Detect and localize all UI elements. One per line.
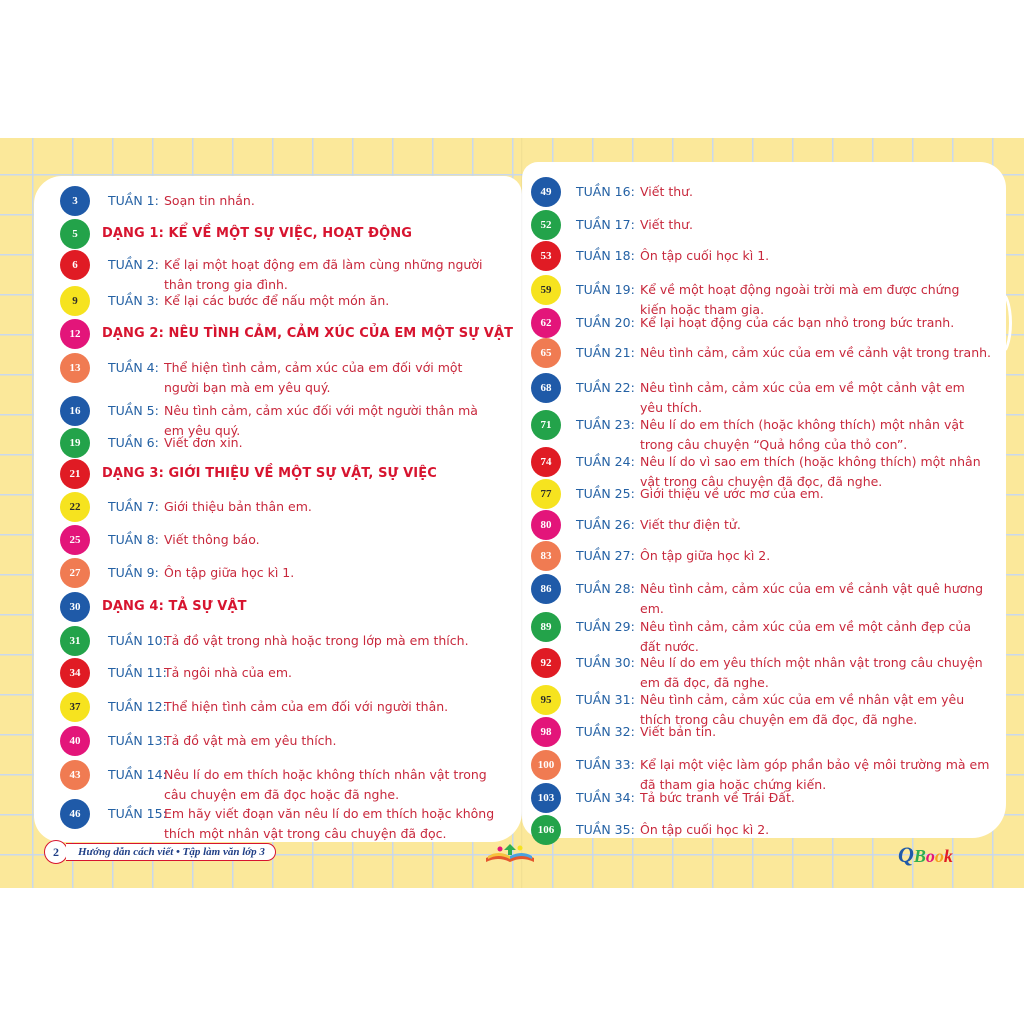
week-label: TUẦN 1: [108,193,159,208]
page-number-badge: 68 [531,373,561,403]
week-label: TUẦN 18: [576,248,635,263]
lesson-description [640,246,769,266]
lesson-description [164,191,255,211]
section-heading: DẠNG 3: GIỚI THIỆU VỀ MỘT SỰ VẬT, SỰ VIỆC [102,466,437,481]
page-number-badge: 43 [60,760,90,790]
page-number-badge: 12 [60,319,90,349]
lesson-description-line: Viết bản tin. [640,724,717,739]
page-number-badge: 34 [60,658,90,688]
week-label: TUẦN 34: [576,790,635,805]
page-number-badge: 80 [531,510,561,540]
page-number-badge: 19 [60,428,90,458]
lesson-description [640,182,693,202]
week-label: TUẦN 20: [576,315,635,330]
lesson-description [164,563,294,583]
lesson-description-line: Ôn tập cuối học kì 2. [640,822,770,837]
section-heading: DẠNG 4: TẢ SỰ VẬT [102,599,247,614]
page-number-badge: 22 [60,492,90,522]
week-label: TUẦN 13: [108,733,167,748]
page-number-badge: 13 [60,353,90,383]
lesson-description [640,313,954,333]
page-number-badge: 92 [531,648,561,678]
lesson-description-line: trong câu chuyện “Quả hồng của thỏ con”. [640,437,908,452]
lesson-description [640,378,965,418]
lesson-description-line: người bạn mà em yêu quý. [164,380,331,395]
page-number: 2 [44,840,68,864]
lesson-description [640,579,983,619]
lesson-description [640,215,693,235]
lesson-description-line: vật trong câu chuyện đã đọc, đã nghe. [640,474,883,489]
lesson-description [640,722,716,742]
page-number-badge: 30 [60,592,90,622]
page-number-badge: 77 [531,479,561,509]
week-label: TUẦN 24: [576,454,635,469]
lesson-description-line: Nêu tình cảm, cảm xúc của em về một cảnh vật em [640,380,965,395]
week-label: TUẦN 22: [576,380,635,395]
page-number-badge: 3 [60,186,90,216]
page-number-badge: 89 [531,612,561,642]
book-title: Hướng dẫn cách viết • Tập làm văn lớp 3 [66,843,276,861]
lesson-description-line: Em hãy viết đoạn văn nêu lí do em thích hoặc không [164,806,495,821]
lesson-description-line: Kể lại các bước để nấu một món ăn. [164,293,390,308]
week-label: TUẦN 3: [108,293,159,308]
week-label: TUẦN 11: [108,665,167,680]
page-number-badge: 65 [531,338,561,368]
lesson-description [640,343,991,363]
week-label: TUẦN 21: [576,345,635,360]
week-label: TUẦN 2: [108,257,159,272]
lesson-description [164,765,487,805]
week-label: TUẦN 27: [576,548,635,563]
page-number-badge: 49 [531,177,561,207]
page-number-badge: 5 [60,219,90,249]
page-number-badge: 59 [531,275,561,305]
page-number-badge: 16 [60,396,90,426]
lesson-description [164,255,482,295]
lesson-description [640,515,741,535]
lesson-description-line: Tả đồ vật trong nhà hoặc trong lớp mà em thích. [164,633,469,648]
lesson-description-line: Viết thông báo. [164,532,260,547]
lesson-description [164,497,312,517]
lesson-description [164,433,243,453]
lesson-description [640,484,824,504]
decorative-swoosh [988,290,1012,356]
lesson-description-line: Tả ngôi nhà của em. [164,665,292,680]
week-label: TUẦN 8: [108,532,159,547]
lesson-description-line: Viết đơn xin. [164,435,243,450]
week-label: TUẦN 14: [108,767,167,782]
page-number-badge: 21 [60,459,90,489]
page-number-badge: 27 [60,558,90,588]
lesson-description-line: Kể về một hoạt động ngoài trời mà em được chứng [640,282,960,297]
week-label: TUẦN 29: [576,619,635,634]
page-number-badge: 74 [531,447,561,477]
publisher-logo [898,842,953,868]
lesson-description [640,820,769,840]
section-heading: DẠNG 2: NÊU TÌNH CẢM, CẢM XÚC CỦA EM MỘT SỰ VẬT [102,326,514,341]
week-label: TUẦN 16: [576,184,635,199]
lesson-description [640,415,964,455]
week-label: TUẦN 25: [576,486,635,501]
lesson-description-line: Giới thiệu bản thân em. [164,499,312,514]
lesson-description [640,546,770,566]
lesson-description [164,631,469,651]
week-label: TUẦN 6: [108,435,159,450]
week-label: TUẦN 32: [576,724,635,739]
lesson-description-line: Kể lại một việc làm góp phần bảo vệ môi trường mà em [640,757,990,772]
week-label: TUẦN 10: [108,633,167,648]
lesson-description-line: Viết thư. [640,217,694,232]
page-number-badge: 53 [531,241,561,271]
lesson-description-line: câu chuyện em đã đọc hoặc đã nghe. [164,787,400,802]
lesson-description [640,617,971,657]
page-number-badge: 31 [60,626,90,656]
lesson-description [164,804,494,844]
lesson-description-line: Nêu lí do em thích (hoặc không thích) một nhân vật [640,417,964,432]
page-number-badge: 9 [60,286,90,316]
lesson-description-line: Nêu lí do em yêu thích một nhân vật trong câu chuyện [640,655,983,670]
lesson-description-line: Thể hiện tình cảm, cảm xúc của em đối với một [164,360,463,375]
lesson-description-line: Ôn tập giữa học kì 1. [164,565,295,580]
week-label: TUẦN 17: [576,217,635,232]
page-number-badge: 52 [531,210,561,240]
lesson-description [640,653,983,693]
lesson-description-line: Kể lại hoạt động của các bạn nhỏ trong bức tranh. [640,315,955,330]
lesson-description-line: Nêu tình cảm, cảm xúc của em về cảnh vật quê hương [640,581,984,596]
lesson-description-line: Ôn tập cuối học kì 1. [640,248,770,263]
lesson-description-line: đã tham gia hoặc chứng kiến. [640,777,827,792]
week-label: TUẦN 23: [576,417,635,432]
logo-letter: Q [898,842,914,867]
lesson-description-line: em yêu quý. [164,423,241,438]
lesson-description-line: yêu thích. [640,400,703,415]
page-number-badge: 46 [60,799,90,829]
logo-letter: o [934,846,944,866]
lesson-description-line: Nêu tình cảm, cảm xúc của em về nhân vật em yêu [640,692,965,707]
logo-letter: o [925,846,935,866]
week-label: TUẦN 7: [108,499,159,514]
open-book-icon [482,840,538,866]
week-label: TUẦN 35: [576,822,635,837]
page-number-badge: 106 [531,815,561,845]
week-label: TUẦN 19: [576,282,635,297]
lesson-description [164,530,260,550]
page-number-badge: 86 [531,574,561,604]
lesson-description-line: đất nước. [640,639,699,654]
page-number-badge: 83 [531,541,561,571]
week-label: TUẦN 26: [576,517,635,532]
page-number-badge: 100 [531,750,561,780]
lesson-description [640,788,795,808]
lesson-description-line: thích trong câu chuyện em đã đọc, đã nghe. [640,712,918,727]
lesson-description-line: Tả bức tranh về Trái Đất. [640,790,795,805]
page-number-badge: 6 [60,250,90,280]
week-label: TUẦN 15: [108,806,167,821]
lesson-description-line: Soạn tin nhắn. [164,193,255,208]
page-number-badge: 98 [531,717,561,747]
week-label: TUẦN 31: [576,692,635,707]
page-number-badge: 71 [531,410,561,440]
logo-text [898,842,953,867]
lesson-description-line: Nêu lí do em thích hoặc không thích nhân vật trong [164,767,487,782]
lesson-description [164,697,448,717]
week-label: TUẦN 9: [108,565,159,580]
lesson-description-line: Nêu tình cảm, cảm xúc của em về một cảnh đẹp của [640,619,971,634]
lesson-description-line: Nêu tình cảm, cảm xúc đối với một người thân mà [164,403,478,418]
page-number-badge: 40 [60,726,90,756]
lesson-description-line: Giới thiệu về ước mơ của em. [640,486,824,501]
page-number-badge: 103 [531,783,561,813]
page-number-badge: 62 [531,308,561,338]
lesson-description-line: Ôn tập giữa học kì 2. [640,548,771,563]
lesson-description-line: Viết thư. [640,184,694,199]
lesson-description-line: Nêu lí do vì sao em thích (hoặc không thích) một nhân [640,454,981,469]
lesson-description-line: Tả đồ vật mà em yêu thích. [164,733,337,748]
week-label: TUẦN 4: [108,360,159,375]
lesson-description-line: Thể hiện tình cảm của em đối với người thân. [164,699,449,714]
lesson-description-line: em đã đọc, đã nghe. [640,675,769,690]
lesson-description [164,731,336,751]
page-number-badge: 95 [531,685,561,715]
lesson-description-line: thân trong gia đình. [164,277,288,292]
lesson-description-line: Nêu tình cảm, cảm xúc của em về cảnh vật trong tranh. [640,345,992,360]
week-label: TUẦN 12: [108,699,167,714]
week-label: TUẦN 30: [576,655,635,670]
page-crease [521,138,523,888]
lesson-description-line: kiến hoặc tham gia. [640,302,765,317]
logo-letter: k [943,846,953,866]
logo-letter: B [913,846,926,866]
page-number-badge: 25 [60,525,90,555]
lesson-description-line: em. [640,601,664,616]
lesson-description-line: Kể lại một hoạt động em đã làm cùng những người [164,257,483,272]
lesson-description [164,663,292,683]
page-number-badge: 37 [60,692,90,722]
section-heading: DẠNG 1: KỂ VỀ MỘT SỰ VIỆC, HOẠT ĐỘNG [102,226,413,241]
lesson-description-line: thích một nhân vật trong câu chuyện đã đọc. [164,826,447,841]
week-label: TUẦN 33: [576,757,635,772]
lesson-description-line: Viết thư điện tử. [640,517,741,532]
week-label: TUẦN 28: [576,581,635,596]
lesson-description [164,358,462,398]
week-label: TUẦN 5: [108,403,159,418]
lesson-description [164,291,389,311]
